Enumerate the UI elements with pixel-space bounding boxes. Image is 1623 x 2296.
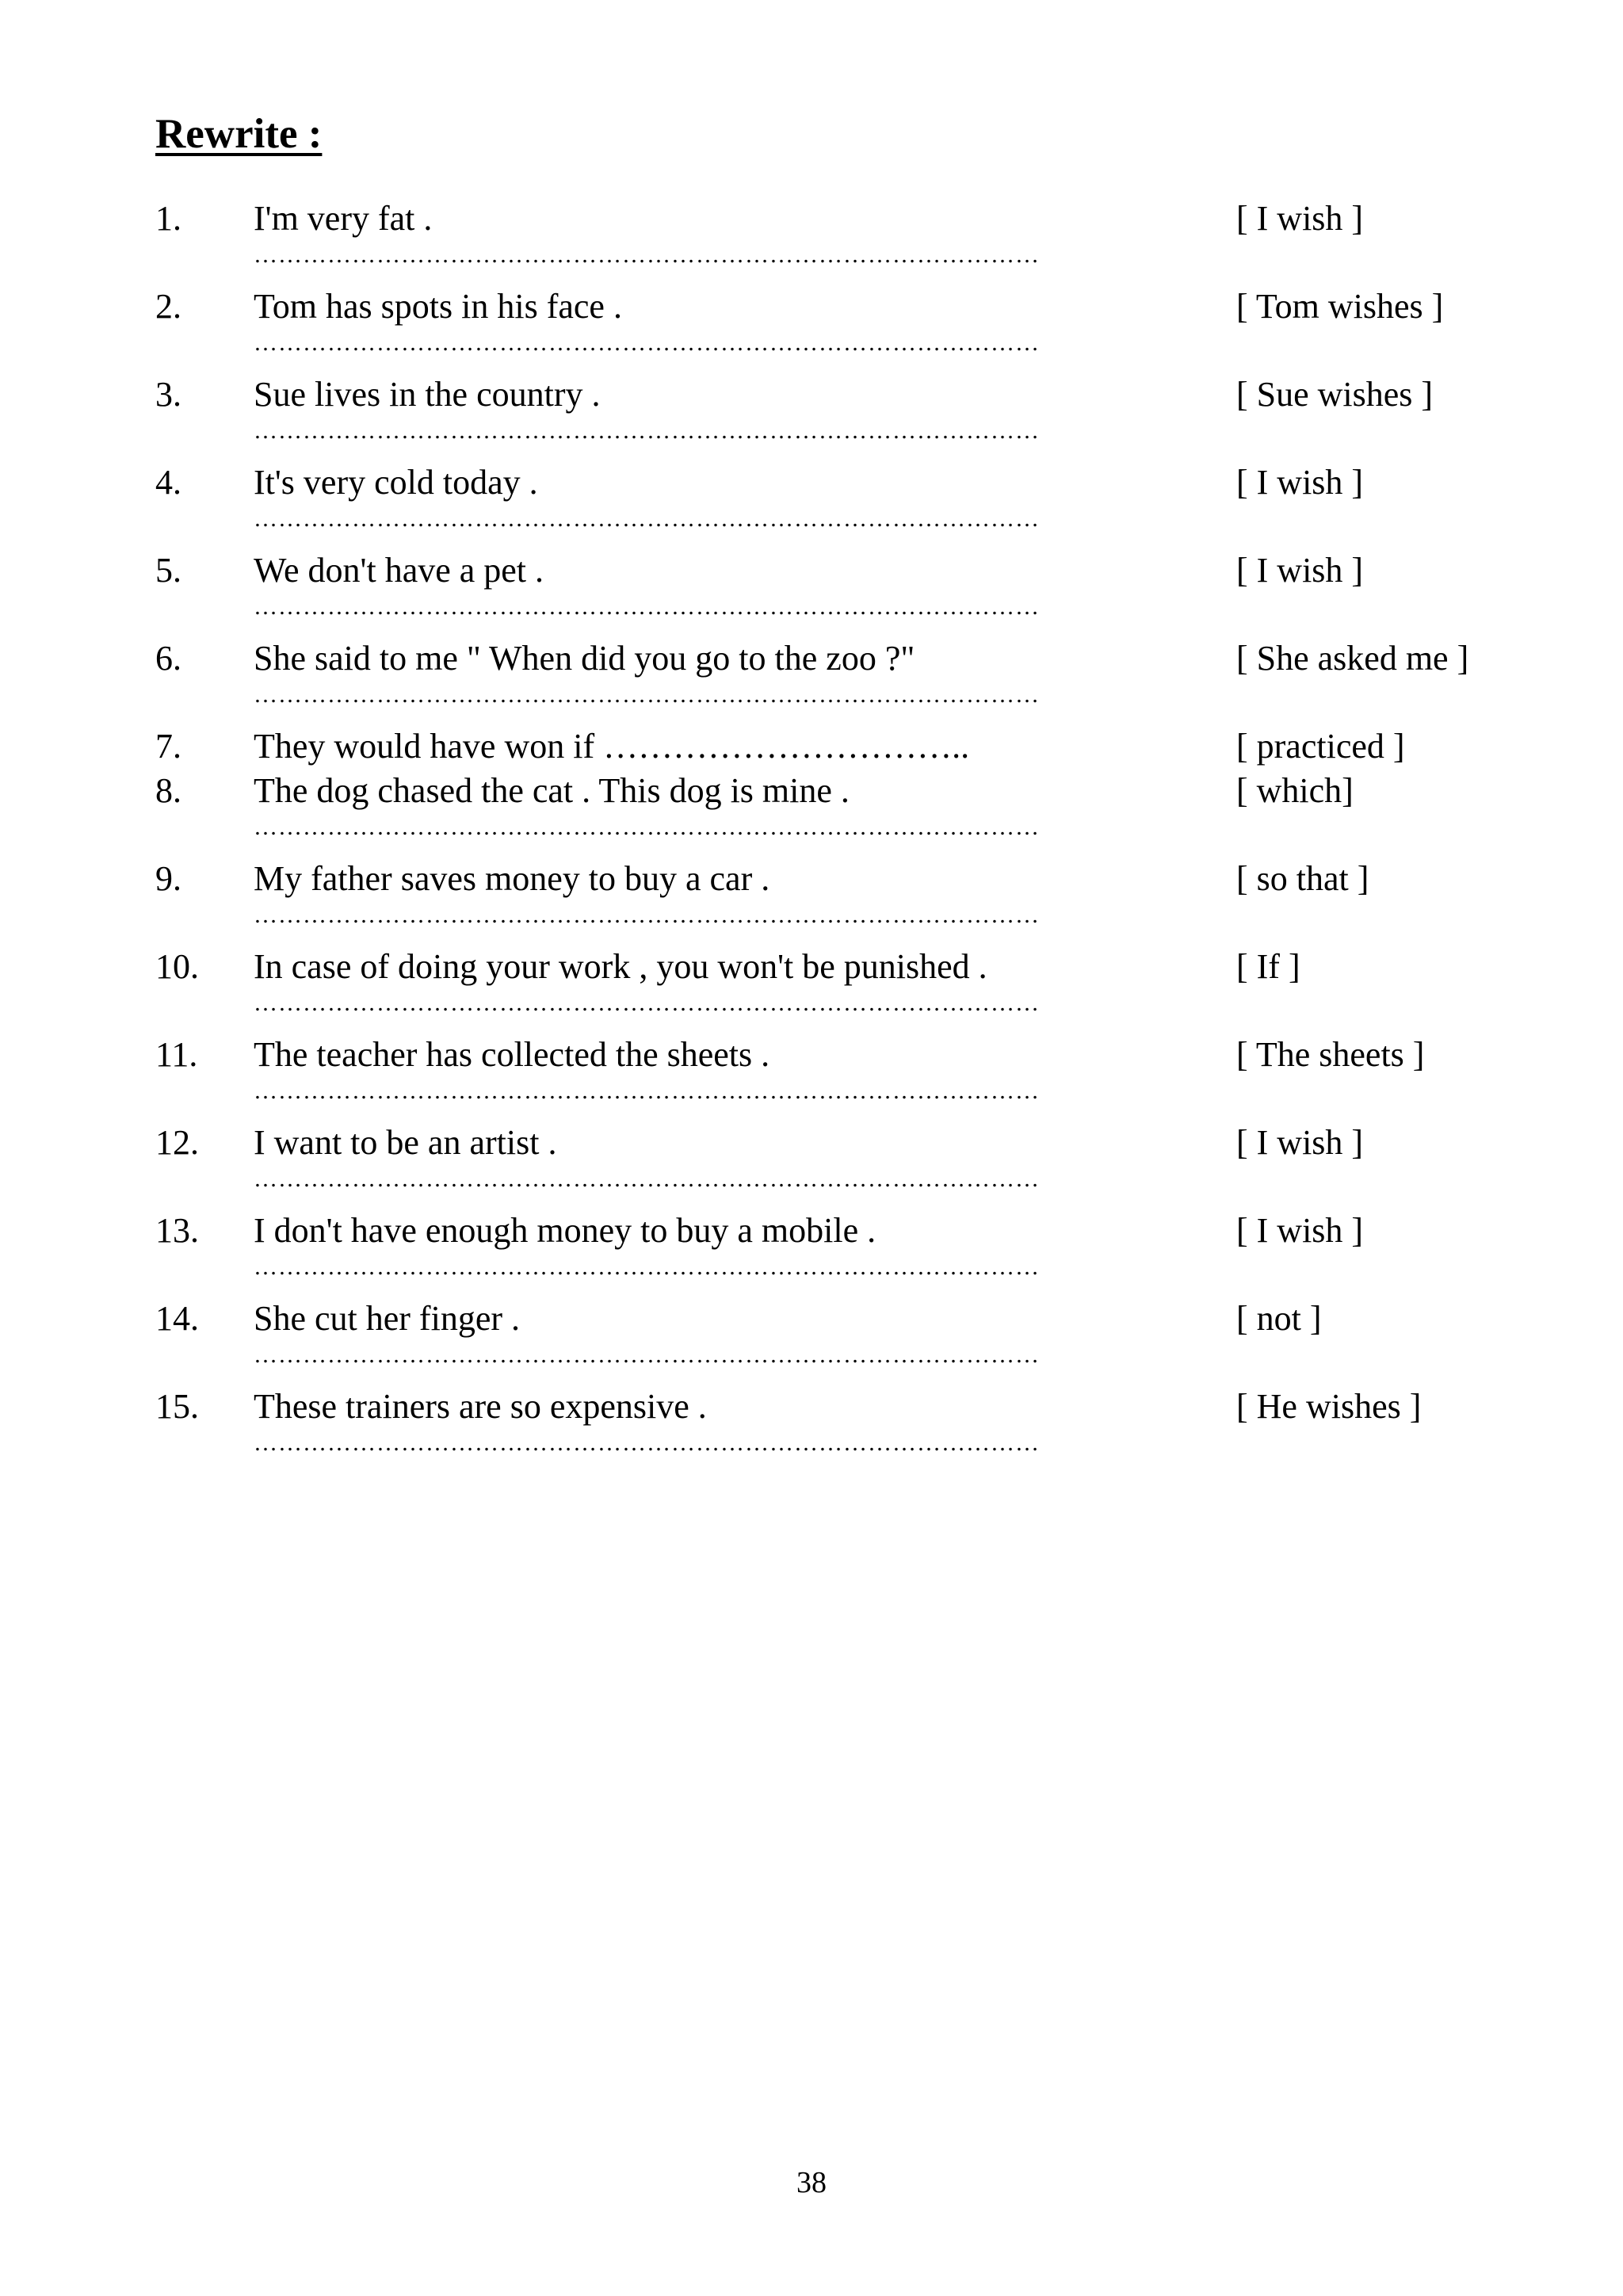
item-number: 15. <box>155 1387 199 1426</box>
item-hint: [ Sue wishes ] <box>1236 375 1434 414</box>
item-sentence: My father saves money to buy a car . <box>254 859 770 898</box>
item-sentence: The teacher has collected the sheets . <box>254 1035 770 1074</box>
item-hint: [ I wish ] <box>1236 1211 1364 1250</box>
answer-line: …………………………………………………………………………………… <box>254 992 1040 1014</box>
item-number: 4. <box>155 463 181 502</box>
item-number: 6. <box>155 639 181 678</box>
exercise-item <box>155 724 1518 769</box>
exercise-item <box>155 285 1518 329</box>
exercise-item <box>155 769 1518 813</box>
item-hint: [ The sheets ] <box>1236 1035 1425 1074</box>
item-sentence: Tom has spots in his face . <box>254 287 622 326</box>
page-number: 38 <box>796 2166 827 2199</box>
answer-line: …………………………………………………………………………………… <box>254 1432 1040 1454</box>
item-number: 13. <box>155 1211 199 1250</box>
item-sentence: These trainers are so expensive . <box>254 1387 707 1426</box>
item-hint: [ I wish ] <box>1236 551 1364 590</box>
answer-line: …………………………………………………………………………………… <box>254 508 1040 530</box>
item-number: 11. <box>155 1035 198 1074</box>
item-sentence: She said to me " When did you go to the zoo ?" <box>254 639 915 678</box>
item-number: 14. <box>155 1299 199 1338</box>
exercise-item <box>155 1033 1518 1077</box>
item-number: 8. <box>155 771 181 810</box>
item-sentence: I don't have enough money to buy a mobile . <box>254 1211 876 1250</box>
item-number: 10. <box>155 947 199 986</box>
item-sentence: She cut her finger . <box>254 1299 520 1338</box>
answer-line: …………………………………………………………………………………… <box>254 1256 1040 1278</box>
exercise-item <box>155 1121 1518 1165</box>
item-hint: [ I wish ] <box>1236 1123 1364 1162</box>
item-hint: [ Tom wishes ] <box>1236 287 1444 326</box>
exercise-item <box>155 197 1518 241</box>
item-number: 2. <box>155 287 181 326</box>
item-number: 1. <box>155 199 181 238</box>
answer-line: …………………………………………………………………………………… <box>254 332 1040 354</box>
answer-line: …………………………………………………………………………………… <box>254 1080 1040 1102</box>
item-number: 12. <box>155 1123 199 1162</box>
item-number: 9. <box>155 859 181 898</box>
item-number: 5. <box>155 551 181 590</box>
item-sentence: The dog chased the cat . This dog is mine . <box>254 771 850 810</box>
exercise-item <box>155 857 1518 901</box>
item-number: 7. <box>155 727 181 766</box>
exercise-item <box>155 372 1518 417</box>
exercise-item <box>155 1297 1518 1341</box>
answer-line: …………………………………………………………………………………… <box>254 904 1040 926</box>
exercise-item <box>155 945 1518 989</box>
exercise-item <box>155 460 1518 505</box>
item-sentence: It's very cold today . <box>254 463 538 502</box>
answer-line: …………………………………………………………………………………… <box>254 244 1040 266</box>
exercise-item <box>155 1209 1518 1253</box>
answer-line: …………………………………………………………………………………… <box>254 596 1040 618</box>
item-hint: [ If ] <box>1236 947 1300 986</box>
exercise-item <box>155 1385 1518 1429</box>
item-hint: [ I wish ] <box>1236 199 1364 238</box>
item-hint: [ He wishes ] <box>1236 1387 1422 1426</box>
item-number: 3. <box>155 375 181 414</box>
answer-line: …………………………………………………………………………………… <box>254 684 1040 706</box>
item-sentence: I want to be an artist . <box>254 1123 557 1162</box>
page-title: Rewrite : <box>155 111 323 157</box>
item-sentence: I'm very fat . <box>254 199 433 238</box>
answer-line: …………………………………………………………………………………… <box>254 1344 1040 1366</box>
item-sentence: In case of doing your work , you won't be punished . <box>254 947 987 986</box>
item-hint: [ practiced ] <box>1236 727 1405 766</box>
item-sentence: They would have won if ………………………….. <box>254 727 970 766</box>
item-hint: [ I wish ] <box>1236 463 1364 502</box>
item-sentence: Sue lives in the country . <box>254 375 601 414</box>
item-hint: [ not ] <box>1236 1299 1322 1338</box>
answer-line: …………………………………………………………………………………… <box>254 816 1040 839</box>
answer-line: …………………………………………………………………………………… <box>254 1168 1040 1190</box>
item-hint: [ which] <box>1236 771 1354 810</box>
item-hint: [ so that ] <box>1236 859 1369 898</box>
item-hint: [ She asked me ] <box>1236 639 1469 678</box>
item-sentence: We don't have a pet . <box>254 551 544 590</box>
exercise-item <box>155 636 1518 681</box>
answer-line: …………………………………………………………………………………… <box>254 420 1040 442</box>
exercise-item <box>155 548 1518 593</box>
